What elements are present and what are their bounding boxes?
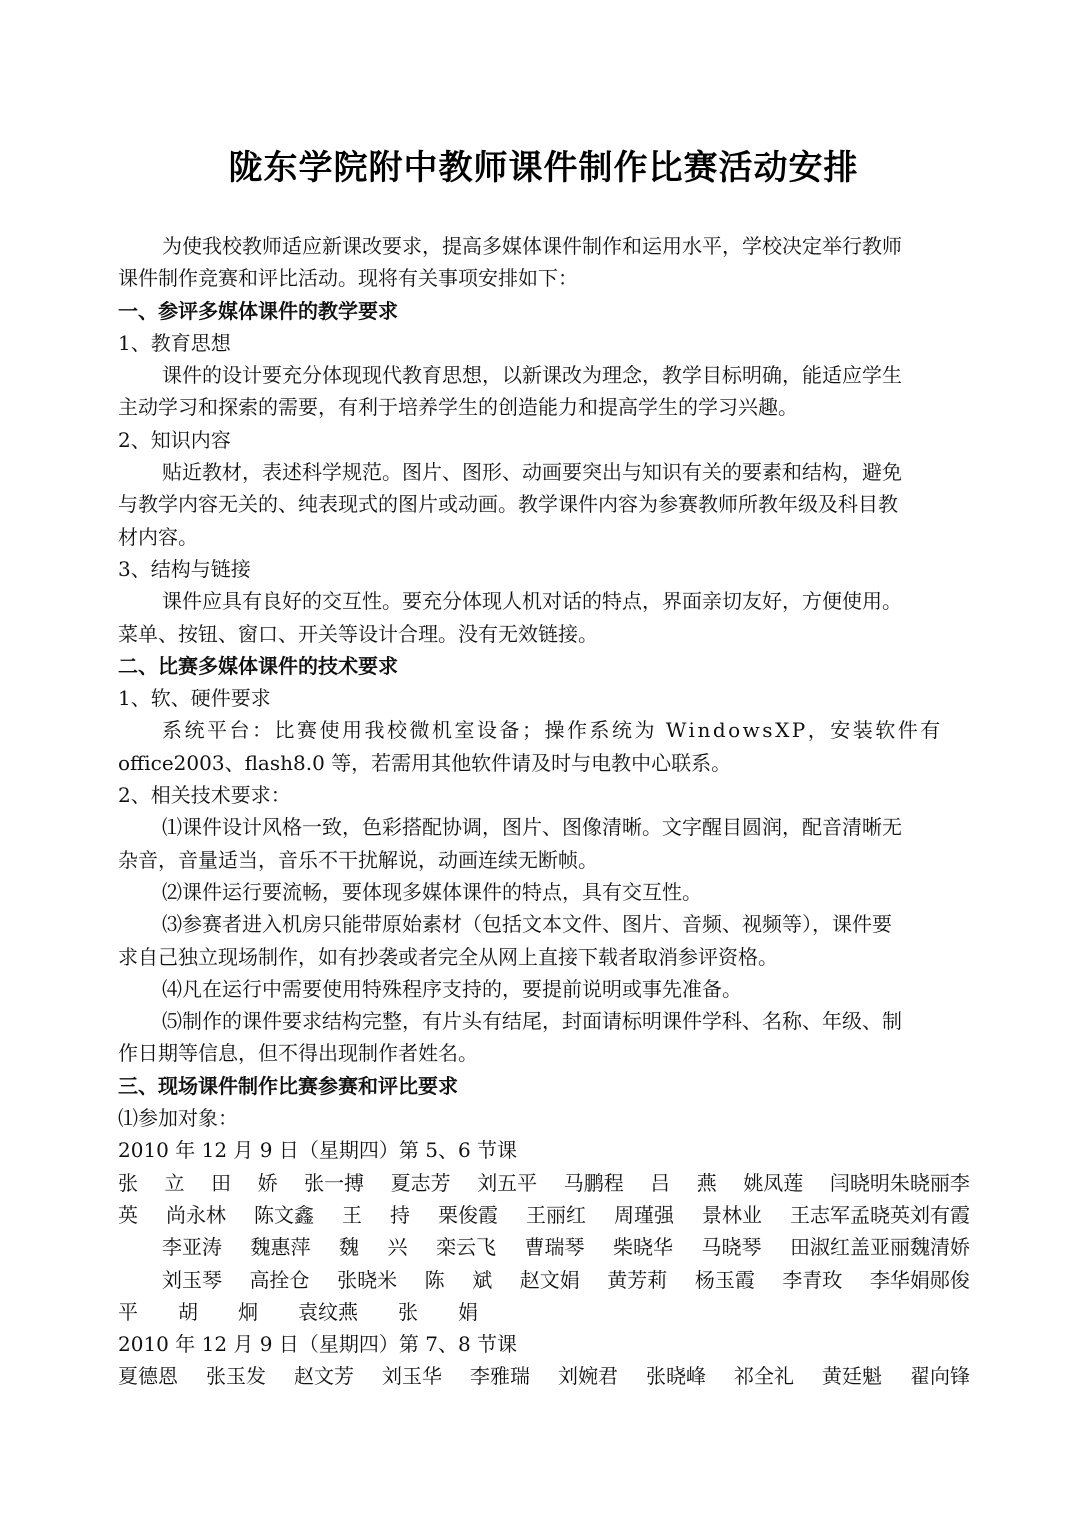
participant-name: 吕 [650, 1170, 671, 1195]
participant-name: 刘婉君 [558, 1364, 618, 1389]
paragraph-line: 材内容。 [118, 524, 198, 549]
paragraph-line: 系统平台：比赛使用我校微机室设备；操作系统为 WindowsXP，安装软件有 [162, 718, 943, 743]
item-title: 1、软、硬件要求 [118, 686, 271, 711]
participant-name: 高拴仓 [249, 1267, 310, 1292]
requirement-line: 杂音，音量适当，音乐不干扰解说，动画连续无断帧。 [118, 847, 598, 872]
participant-name: 刘五平 [477, 1170, 538, 1195]
section-heading: 一、参评多媒体课件的教学要求 [118, 298, 398, 323]
item-title: 1、教育思想 [118, 330, 231, 355]
participant-name: 袁纹燕 [298, 1299, 358, 1324]
participant-name: 栗俊霞 [438, 1202, 498, 1227]
participant-name: 黄芳莉 [607, 1267, 668, 1292]
requirement-line: 作日期等信息，但不得出现制作者姓名。 [118, 1041, 478, 1066]
roster-row [118, 1360, 970, 1392]
participant-name: 周瑾强 [614, 1202, 674, 1227]
requirement-line: ⑶参赛者进入机房只能带原始素材（包括文本文件、图片、音频、视频等），课件要 [162, 912, 892, 937]
participant-name: 姚凤莲 [743, 1170, 804, 1195]
roster-row [118, 1199, 970, 1231]
paragraph-line: 课件应具有良好的交互性。要充分体现人机对话的特点，界面亲切友好，方便使用。 [162, 589, 902, 614]
item-title: 2、相关技术要求： [118, 783, 291, 808]
participant-name: 田淑红盖亚丽魏清娇 [790, 1235, 970, 1260]
participant-name: 张晓峰 [646, 1364, 706, 1389]
intro-line: 课件制作竞赛和评比活动。现将有关事项安排如下： [118, 266, 578, 291]
participant-name: 胡 [178, 1299, 198, 1324]
paragraph-line: 与教学内容无关的、纯表现式的图片或动画。教学课件内容为参赛教师所教年级及科目教 [118, 492, 898, 517]
participant-name: 闫晓明朱晓丽李 [829, 1170, 970, 1195]
participant-name: 王丽红 [526, 1202, 586, 1227]
participant-name: 燕 [696, 1170, 717, 1195]
roster-row [118, 1296, 970, 1328]
participant-name: 张玉发 [206, 1364, 266, 1389]
participant-name: 祁全礼 [734, 1364, 794, 1389]
participant-name: 兴 [387, 1235, 408, 1260]
participant-name: 炯 [238, 1299, 258, 1324]
section-heading: 二、比赛多媒体课件的技术要求 [118, 653, 398, 678]
participant-name: 娟 [458, 1299, 478, 1324]
intro-line: 为使我校教师适应新课改要求，提高多媒体课件制作和运用水平，学校决定举行教师 [162, 234, 902, 258]
participant-name: 娇 [257, 1170, 278, 1195]
paragraph-line: 课件的设计要充分体现现代教育思想，以新课改为理念，教学目标明确，能适应学生 [162, 363, 902, 388]
participant-name: 刘玉华 [382, 1364, 442, 1389]
participant-name: 王 [342, 1202, 362, 1227]
participant-name: 夏德恩 [118, 1364, 178, 1389]
participant-name: 李青玫 [782, 1267, 843, 1292]
participant-name: 魏惠萍 [250, 1235, 311, 1260]
requirement-line: ⑷凡在运行中需要使用特殊程序支持的，要提前说明或事先准备。 [162, 976, 742, 1001]
participant-name: 李华娟郧俊 [869, 1267, 970, 1292]
roster-row [118, 1167, 970, 1199]
participant-name: 景林业 [702, 1202, 762, 1227]
requirement-line: 求自己独立现场制作，如有抄袭或者完全从网上直接下载者取消参评资格。 [118, 944, 778, 969]
document-body [118, 230, 970, 1393]
paragraph-line: 菜单、按钮、窗口、开关等设计合理。没有无效链接。 [118, 621, 598, 646]
participants-label: ⑴参加对象： [118, 1106, 238, 1131]
session-date: 2010 年 12 月 9 日（星期四）第 7、8 节课 [118, 1332, 518, 1357]
paragraph-line: office2003、flash8.0 等，若需用其他软件请及时与电教中心联系。 [118, 750, 732, 775]
section-heading: 三、现场课件制作比赛参赛和评比要求 [118, 1073, 458, 1098]
participant-name: 立 [164, 1170, 185, 1195]
roster-row [118, 1264, 970, 1296]
session2-roster [118, 1360, 970, 1392]
item-title: 2、知识内容 [118, 427, 231, 452]
participant-name: 黄廷魁 [822, 1364, 882, 1389]
session1-roster [118, 1167, 970, 1328]
participant-name: 翟向锋 [910, 1364, 970, 1389]
requirement-line: ⑴课件设计风格一致，色彩搭配协调，图片、图像清晰。文字醒目圆润，配音清晰无 [162, 815, 902, 840]
paragraph-line: 主动学习和探索的需要，有利于培养学生的创造能力和提高学生的学习兴趣。 [118, 395, 798, 420]
participant-name: 柴晓华 [613, 1235, 673, 1260]
roster-row [118, 1231, 970, 1263]
participant-name: 王志军孟晓英刘有霞 [790, 1202, 970, 1227]
participant-name: 赵文娟 [519, 1267, 580, 1292]
document-title: 陇东学院附中教师课件制作比赛活动安排 [228, 148, 859, 188]
participant-name: 田 [211, 1170, 232, 1195]
participant-name: 平 [118, 1299, 138, 1324]
participant-name: 赵文芳 [294, 1364, 354, 1389]
participant-name: 英 [118, 1202, 138, 1227]
participant-name: 持 [390, 1202, 410, 1227]
participant-name: 斌 [472, 1267, 493, 1292]
participant-name: 栾云飞 [436, 1235, 496, 1260]
participant-name: 张晓米 [337, 1267, 398, 1292]
participant-name: 张 [118, 1170, 138, 1195]
participant-name: 刘玉琴 [162, 1267, 222, 1292]
participant-name: 马晓琴 [701, 1235, 762, 1260]
participant-name: 杨玉霞 [694, 1267, 755, 1292]
participant-name: 李亚涛 [162, 1235, 222, 1260]
participant-name: 张 [398, 1299, 418, 1324]
participant-name: 尚永林 [166, 1202, 226, 1227]
session-date: 2010 年 12 月 9 日（星期四）第 5、6 节课 [118, 1138, 518, 1163]
participant-name: 魏 [339, 1235, 359, 1260]
participant-name: 张一搏 [304, 1170, 365, 1195]
participant-name: 马鹏程 [563, 1170, 624, 1195]
paragraph-line: 贴近教材，表述科学规范。图片、图形、动画要突出与知识有关的要素和结构，避免 [162, 460, 902, 485]
participant-name: 夏志芳 [390, 1170, 451, 1195]
participant-name: 曹瑞琴 [524, 1235, 585, 1260]
item-title: 3、结构与链接 [118, 556, 251, 581]
requirement-line: ⑸制作的课件要求结构完整，有片头有结尾，封面请标明课件学科、名称、年级、制 [162, 1009, 902, 1034]
participant-name: 陈文鑫 [254, 1202, 314, 1227]
requirement-line: ⑵课件运行要流畅，要体现多媒体课件的特点，具有交互性。 [162, 879, 702, 904]
participant-name: 李雅瑞 [470, 1364, 530, 1389]
participant-name: 陈 [424, 1267, 445, 1292]
